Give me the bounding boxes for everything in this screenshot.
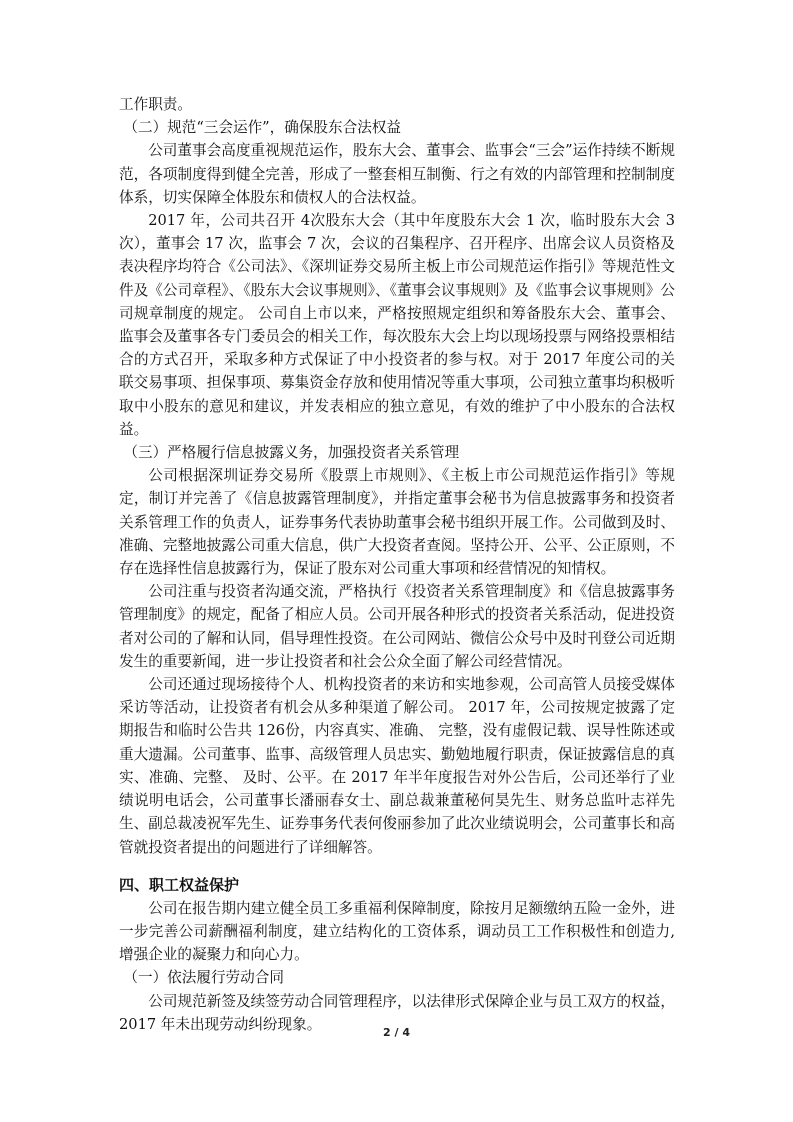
continuation-text: 工作职责。 [119,96,192,113]
document-body [119,93,675,1036]
subheading-three: （三）严格履行信息披露义务，加强投资者关系管理 [123,444,460,462]
paragraph: 公司在报告期内建立健全员工多重福利保障制度，除按月足额缴纳五险一金外，进一步完善公司薪酬福利制度，建立结构化的工资体系，调动员工工作积极性和创造力,增强企业的凝聚力和向心力。 [119,899,675,964]
paragraph: 公司注重与投资者沟通交流，严格执行《投资者关系管理制度》和《信息披露事务管理制度》的规定，配备了相应人员。公司开展各种形式的投资者关系活动，促进投资者对公司的了解和认同，倡导理性投资。在公司网站、微信公众号中及时刊登公司近期发生的重要新闻，进一步让投资者和社会公众全面了解公司经营情况。 [119,583,675,670]
paragraph: 公司规范新签及续签劳动合同管理程序，以法律形式保障企业与员工双方的权益，2017 年未出现劳动纠纷现象。 [119,992,675,1033]
paragraph: 公司根据深圳证券交易所《股票上市规则》、《主板上市公司规范运作指引》等规定，制订并完善了《信息披露管理制度》，并指定董事会秘书为信息披露事务和投资者关系管理工作的负责人，证券事务代表协助董事会秘书组织开展工作。公司做到及时、准确、完整地披露公司重大信息，供广大投资者查阅。坚持公开、公平、公正原则，不存在选择性信息披露行为，保证了股东对公司重大事项和经营情况的知情权。 [119,467,675,578]
page-number: 2 / 4 [383,1026,410,1039]
section-heading: 四、职工权益保护 [119,875,240,894]
paragraph: 公司董事会高度重视规范运作，股东大会、董事会、监事会“三会”运作持续不断规范，各项制度得到健全完善，形成了一整套相互制衡、行之有效的内部管理和控制制度体系，切实保障全体股东和债权人的合法权益。 [119,142,675,206]
paragraph: 公司还通过现场接待个人、机构投资者的来访和实地参观，公司高管人员接受媒体采访等活动，让投资者有机会从多种渠道了解公司。 2017 年，公司按规定披露了定期报告和临时公告共 126份，内容真实、准确、 完整，没有虚假记载、误导性陈述或重大遗漏。公司董事、监事、高级管理人员忠实、勤勉地履行职责，保证披露信息的真实、准确、完整、 及时、公平。在 2017 年半年度报告对外公告后，公司还举行了业绩说明电话会，公司董事长潘丽春女士、副总裁兼董秘何昊先生、财务总监叶志祥先生、副总裁凌祝军先生、证券事务代表何俊丽参加了此次业绩说明会，公司董事长和高管就投资者提出的问题进行了详细解答。 [119,676,675,856]
paragraph: 2017 年，公司共召开 4次股东大会（其中年度股东大会 1 次，临时股东大会 3次），董事会 17 次，监事会 7 次，会议的召集程序、召开程序、出席会议人员资格及表决程序均符合《公司法》、《深圳证券交易所主板上市公司规范运作指引》等规范性文件及《公司章程》、《股东大会议事规则》、《董事会议事规则》及《监事会议事规则》公司规章制度的规定。 公司自上市以来，严格按照规定组织和筹备股东大会、董事会、监事会及董事各专门委员会的相关工作，每次股东大会上均以现场投票与网络投票相结合的方式召开，采取多种方式保证了中小投资者的参与权。对于 2017 年度公司的关联交易事项、担保事项、募集资金存放和使用情况等重大事项，公司独立董事均积极听取中小股东的意见和建议，并发表相应的独立意见，有效的维护了中小股东的合法权益。 [119,212,675,438]
subheading-one: （一）依法履行劳动合同 [123,969,284,987]
subheading-two: （二）规范“三会运作”，确保股东合法权益 [123,119,401,137]
